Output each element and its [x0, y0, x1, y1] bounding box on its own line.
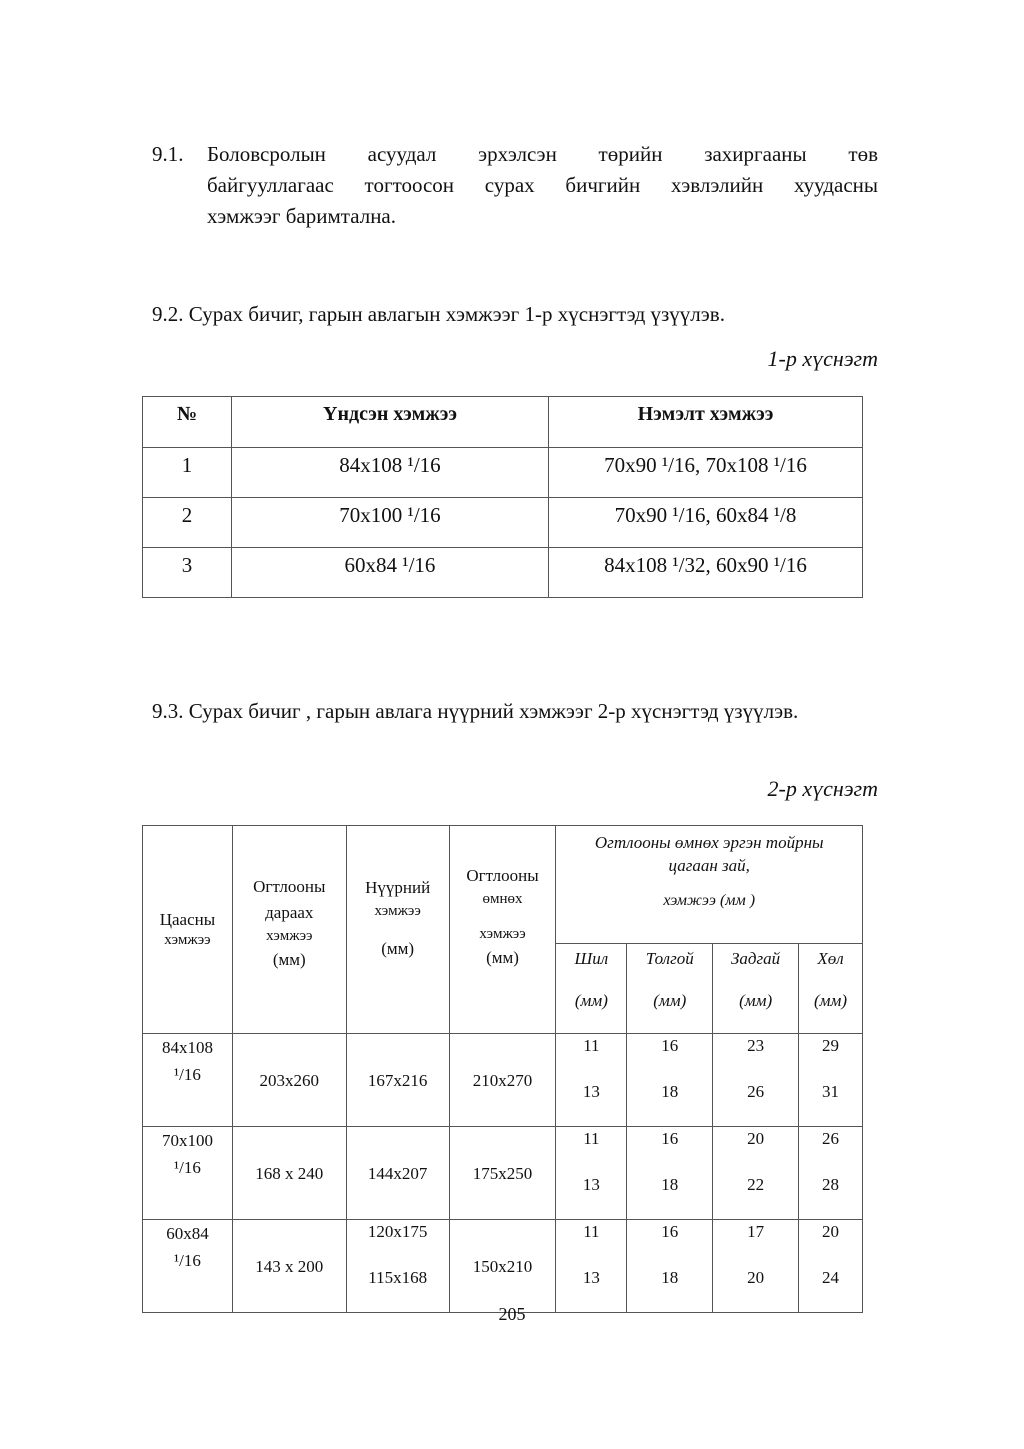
table-row — [143, 1034, 863, 1127]
cell-text: 11 — [583, 1036, 600, 1055]
cell-text: 22 — [747, 1175, 765, 1194]
section-9-1-line: байгууллагаас тогтоосон сурах бичгийн хэвлэлийн хуудасны — [207, 173, 878, 197]
face-size-cell — [346, 1220, 449, 1313]
face-size-cell: 144x207 — [346, 1127, 449, 1220]
header-text: (мм) — [653, 991, 687, 1010]
margin-cell — [799, 1220, 863, 1313]
table-2-caption: 2-р хүснэгт — [767, 776, 878, 801]
margin-col-header — [713, 944, 799, 1034]
cell-text: 13 — [582, 1082, 600, 1101]
margin-cell — [627, 1034, 713, 1127]
cell-text: 18 — [661, 1175, 679, 1194]
after-trim-cell: 168 x 240 — [232, 1127, 346, 1220]
cell-text: 18 — [661, 1268, 679, 1287]
header-text: Цаасны — [159, 909, 216, 929]
margin-cell — [556, 1034, 627, 1127]
section-9-1-line: хэмжээг баримтална. — [207, 204, 396, 228]
before-trim-cell: 150x210 — [449, 1220, 556, 1313]
cell-text: 29 — [822, 1036, 840, 1055]
header-text: өмнөх — [482, 890, 523, 907]
margin-col-header — [556, 944, 627, 1034]
table-row — [143, 448, 863, 498]
cell-text: 13 — [582, 1175, 600, 1194]
cell-text: 26 — [747, 1082, 765, 1101]
header-text: хэмжээ (мм ) — [663, 892, 756, 909]
cell-text: 16 — [661, 1129, 679, 1148]
table-1-header-row — [143, 397, 863, 448]
margin-cell — [627, 1127, 713, 1220]
cell-text: ¹/16 — [174, 1158, 201, 1177]
table-cell: 70x100 ¹/16 — [232, 498, 549, 548]
margin-col-header — [799, 944, 863, 1034]
header-text: Огтлооны — [253, 877, 326, 896]
before-trim-cell: 175x250 — [449, 1127, 556, 1220]
cell-text: 84x108 — [161, 1038, 213, 1057]
table-row — [143, 1127, 863, 1220]
header-text: (мм) — [814, 991, 848, 1010]
before-trim-cell: 210x270 — [449, 1034, 556, 1127]
table-2-header-row — [143, 826, 863, 944]
header-text: хэмжээ — [374, 902, 421, 919]
table-1-header-cell: Нэмэлт хэмжээ — [549, 397, 863, 448]
table-row — [143, 548, 863, 598]
header-text: цагаан зай, — [668, 856, 750, 875]
cell-text: 17 — [747, 1222, 765, 1241]
page-number: 205 — [498, 1304, 526, 1324]
table-1 — [142, 396, 863, 598]
table-cell: 60x84 ¹/16 — [232, 548, 549, 598]
header-text: (мм) — [272, 950, 306, 969]
header-text: Огтлооны өмнөх эргэн тойрны — [594, 833, 824, 852]
margin-cell — [627, 1220, 713, 1313]
table-cell: 70x90 ¹/16, 70x108 ¹/16 — [549, 448, 863, 498]
header-text: хэмжээ — [266, 928, 313, 944]
paper-size-cell — [143, 1220, 233, 1313]
header-text: дараах — [265, 903, 314, 922]
table-1-header-cell: Үндсэн хэмжээ — [232, 397, 549, 448]
after-trim-header — [232, 826, 346, 1034]
after-trim-cell: 203x260 — [232, 1034, 346, 1127]
cell-text: 26 — [822, 1129, 840, 1148]
cell-text: 20 — [822, 1222, 840, 1241]
margin-cell — [713, 1034, 799, 1127]
paper-size-cell — [143, 1034, 233, 1127]
margin-cell — [556, 1220, 627, 1313]
table-1-caption: 1-р хүснэгт — [767, 346, 878, 371]
cell-text: 24 — [822, 1268, 840, 1287]
margin-col-header — [627, 944, 713, 1034]
header-text: Шил — [574, 949, 609, 968]
before-trim-header — [449, 826, 556, 1034]
table-1-header-cell: № — [143, 397, 232, 448]
margin-cell — [556, 1127, 627, 1220]
table-row — [143, 1220, 863, 1313]
section-9-2-text: 9.2. Сурах бичиг, гарын авлагын хэмжээг 1-р хүснэгтэд үзүүлэв. — [152, 302, 725, 326]
table-cell: 70x90 ¹/16, 60x84 ¹/8 — [549, 498, 863, 548]
table-cell: 84x108 ¹/32, 60x90 ¹/16 — [549, 548, 863, 598]
margin-cell — [713, 1127, 799, 1220]
table-cell: 3 — [143, 548, 232, 598]
face-size-cell: 167x216 — [346, 1034, 449, 1127]
table-cell: 84x108 ¹/16 — [232, 448, 549, 498]
header-text: Задгай — [731, 949, 781, 968]
table-cell: 1 — [143, 448, 232, 498]
section-9-3-text — [152, 696, 878, 727]
section-9-1-text — [207, 139, 878, 232]
header-text: (мм) — [739, 991, 773, 1010]
cell-text: 16 — [661, 1036, 679, 1055]
section-9-1-line: Боловсролын асуудал эрхэлсэн төрийн захиргааны төв — [207, 142, 878, 166]
header-text: Нүүрний — [365, 877, 431, 897]
after-trim-cell: 143 x 200 — [232, 1220, 346, 1313]
margin-cell — [799, 1034, 863, 1127]
header-text: хэмжээ — [479, 925, 526, 942]
cell-text: 120x175 — [367, 1222, 428, 1241]
cell-text: 60x84 — [166, 1224, 209, 1243]
cell-text: 70x100 — [161, 1131, 213, 1150]
cell-text: ¹/16 — [174, 1065, 201, 1084]
header-text: хэмжээ — [164, 931, 211, 948]
paper-size-header — [143, 826, 233, 1034]
cell-text: 16 — [661, 1222, 679, 1241]
header-text: Огтлооны — [466, 865, 539, 885]
face-size-header — [346, 826, 449, 1034]
header-text: (мм) — [574, 991, 608, 1010]
cell-text: 20 — [747, 1129, 765, 1148]
table-row — [143, 498, 863, 548]
table-cell: 2 — [143, 498, 232, 548]
cell-text: 20 — [747, 1268, 765, 1287]
cell-text: 18 — [661, 1082, 679, 1101]
header-text: Хөл — [817, 949, 844, 968]
cell-text: 13 — [582, 1268, 600, 1287]
table-2 — [142, 825, 863, 1313]
cell-text: 31 — [822, 1082, 840, 1101]
cell-text: 28 — [822, 1175, 840, 1194]
header-text: Толгой — [645, 949, 694, 968]
section-9-3-paragraph: 9.3. Сурах бичиг , гарын авлага нүүрний хэмжээг 2-р хүснэгтэд үзүүлэв. — [152, 699, 799, 723]
cell-text: 11 — [583, 1222, 600, 1241]
cell-text: ¹/16 — [174, 1251, 201, 1270]
margin-cell — [799, 1127, 863, 1220]
margin-cell — [713, 1220, 799, 1313]
cell-text: 23 — [747, 1036, 765, 1055]
margin-group-header — [556, 826, 863, 944]
section-9-1-number: 9.1. — [152, 142, 184, 166]
header-text: (мм) — [486, 947, 519, 967]
paper-size-cell — [143, 1127, 233, 1220]
cell-text: 115x168 — [368, 1268, 428, 1287]
header-text: (мм) — [381, 938, 415, 958]
cell-text: 11 — [583, 1129, 600, 1148]
